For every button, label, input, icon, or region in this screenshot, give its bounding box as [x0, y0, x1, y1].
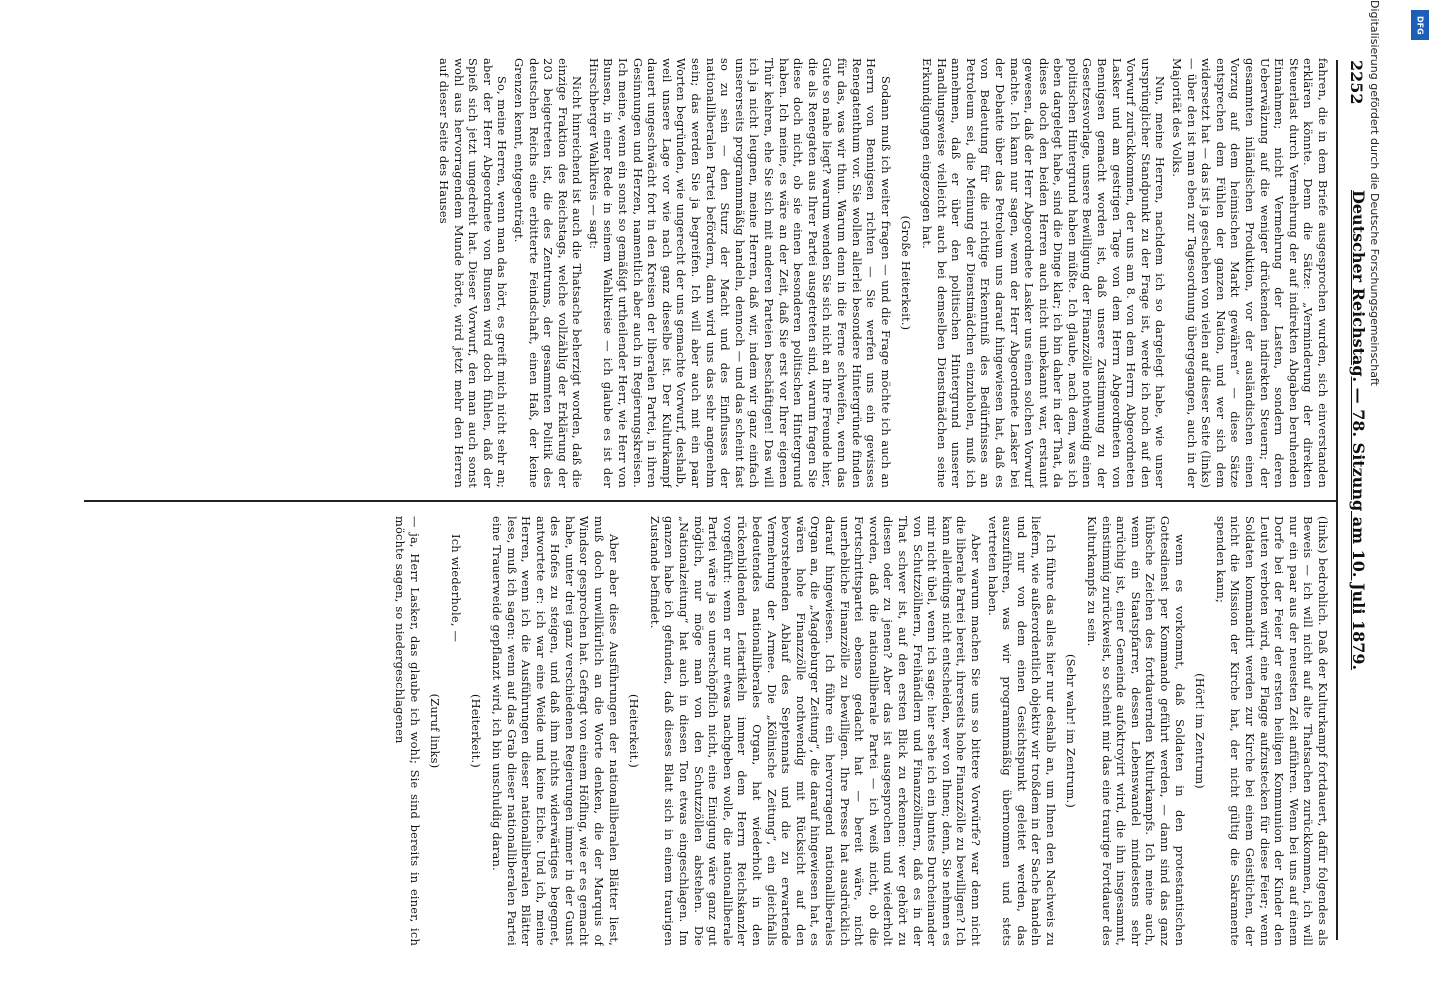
quotation: Nicht hinreichend ist auch die Thatsache beherzigt worden, daß die einzige Fraktion des Reichstags, welche vollzählig der Erklärung der 203 beigetreten ist, die des Zentrums, der gesammten Politik des deutschen Reichs eine erbitterte Feindschaft, einen Haß, der keine Grenzen kennt, entgegenträgt. [511, 58, 585, 488]
paragraph: — ja, Herr Lasker, das glaube ich wohl; Sie sind bereits in einer, ich möchte sagen, so niedergeschlagenen [392, 516, 422, 946]
right-column [76, 516, 1330, 946]
paragraph: Aber aber diese Ausführungen der nationalliberalen Blätter liest, muß doch unwillkürlich an die Worte denken, die der Marquis of Windsor gesprochen hat. Gefragt von einem Höfling, wie er es gemacht habe, unter drei ganz verschiedenen Regierungen immer in der Gunst des Hofes zu steigen, und daß ihm nichts widerwärtiges begegnet, antwortete er: ich war eine Weide und keine Eiche. Und ich, meine Herren, wenn ich die Ausführungen dieser nationalliberalen Blätter lese, muß ich sagen: wenn auf das Grab dieser nationalliberalen Partei eine Trauerweide gepflanzt wird, ich bin unschuldig daran. [489, 516, 621, 946]
left-column [76, 58, 1330, 488]
page-title: Deutscher Reichstag. — 78. Sitzung am 10. Juli 1879. [1349, 190, 1368, 671]
interjection: (Heiterkeit.) [627, 693, 642, 769]
paragraph: Aber warum machen Sie uns so bittere Vorwürfe? war denn nicht die liberale Partei bereit, ihrerseits hohe Finanzzölle zu bewilligen? Ich kann allerdings nicht entscheiden, wer von Ihnen; denn, Sie nehmen es mir nicht übel, wenn ich sage: hier sehe ich ein buntes Durcheinander von Schutzzöllnern, Freihändlern und Finanzzöllnern, daß es in der That schwer ist, auf den ersten Blick zu erkennen: wer gehört zu diesen oder zu jenen? Aber das ist ausgesprochen und wiederholt worden, daß die nationalliberale Partei — ich weiß nicht, ob die Fortschrittspartei ebenso gedacht hat — bereit wäre, nicht unerhebliche Finanzzölle zu bewilligen. Ihre Presse hat ausdrücklich darauf hingewiesen. Ich führe ein hervorragend nationalliberales Organ an, die „Magdeburger Zeitung“, die darauf hingewiesen hat, es wären hohe Finanzzölle nothwendig mit Rücksicht auf den bevorstehenden Ablauf des Septennats und die zu erwartende Vermehrung der Armee. Die „Kölnische Zeitung“, ein gleichfalls bedeutendes nationalliberales Organ, hat wiederholt in den rückenbildenden Leitartikeln immer dem Herrn Reichskanzler vorgeführt: wenn er nur etwas nachgeben wolle, die nationalliberale Partei wäre ja so unerschöpflich nicht, eine Einigung wäre ganz gut möglich, nur möge man von den Schutzzöllen abstehen. Die „Nationalzeitung“ hat auch in diesen Ton etwas eingeschlagen. Im ganzen habe ich gefunden, daß dieses Blatt sich in einem traurigen Zustande befindet. [647, 516, 983, 946]
column-divider [84, 500, 1336, 502]
paragraph: Nun, meine Herren, nachdem ich so dargelegt habe, wie unser ursprünglicher Standpunkt zu der Frage ist, werde ich noch auf den Vorwurf zurückkommen, der uns am 8. von dem Herrn Abgeordneten Lasker und am gestrigen Tage von dem Herrn Abgeordneten von Bennigsen gemacht worden ist, daß unsere Zustimmung zu der Gesetzesvorlage, unsere Bewilligung der Finanzzölle nothwendig einen politischen Hintergrund haben müßte. Ich glaube, nach dem, was ich eben dargelegt habe, sind die Dinge klar; ich bin daher in der That, da dieses doch den beiden Herren auch nicht unbekannt war, erstaunt gewesen, daß der Herr Abgeordnete Lasker uns einen solchen Vorwurf machte. Ich kann nur sagen, wenn der Herr Abgeordnete Lasker bei der Debatte über das Petroleum uns darauf hingewiesen hat, daß es von Bedeutung für die richtige Erkenntniß des Bedürfnisses an Petroleum sei, die Meinung der Dienstmädchen einzuholen, muß ich annehmen, daß er über den politischen Hintergrund unserer Handlungsweise vielleicht auch bei demselben Dienstmädchen seine Erkundigungen eingezogen hat. [919, 58, 1168, 488]
dfg-logo: DFG [1411, 10, 1429, 40]
interjection: (Zuruf links) [428, 693, 443, 769]
page-number: 2252 [1347, 60, 1366, 105]
interjection: (Heiterkeit.) [469, 693, 484, 769]
paragraph: Sodann muß ich weiter fragen — und die Frage möchte ich auch an Herrn von Bennigsen richten — Sie werfen uns ein gewisses Renegatenthum vor. Sie wollen allerlei besondere Hintergründe finden für das, was wir thun. Warum denn in die Ferne schweifen, wenn das Gute so nahe liegt? warum wenden Sie sich nicht an Ihre Freunde hier, die als Renegaten aus Ihrer Partei ausgetreten sind, warum fragen Sie diese doch nicht, ob sie einen besonderen politischen Hintergrund haben. Ich meine, es wäre an der Zeit, daß Sie erst vor Ihrer eigenen Thür kehren, ehe Sie sich mit anderen Parteien beschäftigen! Das will ich ja nicht leugnen, meine Herren, daß wir, indem wir ganz einfach unsererseits programmmäßig handeln, dennoch — und das scheint fast so zu sein — den Sturz der Macht und des Einflusses der nationalliberalen Partei befördern, dann wird uns das sehr angenehm sein; das werden Sie ja begreifen. Ich will aber auch mit ein paar Worten begründen, wie ungerecht der uns gemachte Vorwurf, deshalb, weil unsere Lage vor wie nach ganz dieselbe ist. Der Kulturkampf dauert ungeschwächt fort in den Kreisen der liberalen Partei, in ihren Gesinnungen und Herzen, namentlich aber auch in Regierungskreisen. Ich meine, wenn ein sonst so gemäßigt urtheilender Herr, wie Herr von Bunsen, in einer Rede in seinem Wahlkreise — ich glaube es ist der Hirschberger Wahlkreis — sagt: [586, 58, 893, 488]
interjection: (Sehr wahr! im Zentrum.) [1064, 654, 1079, 808]
interjection: (Hört! im Zentrum) [1193, 673, 1208, 789]
paragraph: wenn es vorkommt, daß Soldaten in den protestantischen Gottesdienst per Kommando geführt werden, — dann sind das ganz hübsche Zeichen des fortdauernden Kulturkampfs. Ich meine auch, wenn ein Staatspfarrer, dessen Lebenswandel mindestens sehr anrüchig ist, einer Gemeinde aufoktroyirt wird, die ihn insgesammt, einstimmig zurückweist, so scheint mir das eine traurige Fortdauer des Kulturkampfs zu sein. [1085, 516, 1187, 946]
digitization-credit: Digitalisierung gefördert durch die Deutsche Forschungsgemeinschaft [1368, 0, 1381, 386]
header-rule [1336, 60, 1338, 940]
paragraph: fahren, die in dem Briefe ausgesprochen wurden, sich einverstanden erklären könnte. Denn die Sätze: „Verminderung der direkten Steuerlast durch Vermehrung der auf indirekten Abgaben beruhenden Einnahmen; nicht Vermehrung der Lasten, sondern deren Ueberwälzung auf die weniger drückenden indirekten Steuern; der gesammten inländischen Produktion, vor der ausländischen einen Vorzug auf dem heimischen Markt gewähren“ — diese Sätze entsprechen dem Fühlen der ganzen Nation, und wer sich dem widersetzt hat — das ist ja geschehen von vielen auf dieser Seite (links) — über den ist man eben zur Tagesordnung übergegangen, auch in der Majorität des Volks. [1170, 58, 1330, 488]
paragraph: So, meine Herren, wenn man das hört, es greift mich nicht sehr an; aber der Herr Abgeordnete von Bunsen wird doch fühlen, daß der Spieß sich jetzt umgedreht hat. Dieser Vorwurf, den man auch sonst wohl aus hervorragendem Munde hörte, wird jetzt mehr den Herren auf dieser Seite des Hauses [436, 58, 510, 488]
newspaper-page [36, 20, 1396, 980]
paragraph: Ich wiederhole, — [448, 534, 463, 643]
paragraph: Ich führe das alles hier nur deshalb an, um Ihnen den Nachweis zu liefern, wie außerordentlich objektiv wir troßdem in der Sache handeln und nur von dem einen Gesichtspunkt geleitet werden, das auszuführen, was wir programmmäßig übernommen und stets vertreten haben. [985, 516, 1058, 946]
interjection: (Große Heiterkeit.) [899, 215, 914, 331]
paragraph: (links) bedrohlich. Daß der Kulturkampf fortdauert, dafür folgendes als Beweis — ich will nicht auf alte Thatsachen zurückkommen, ich will nur ein paar aus der neuesten Zeit anführen. Wenn bei uns auf einem Dorfe bei der Feier der ersten heiligen Kommunion der Kinder den Leuten verboten wird, eine Flagge aufzustecken für diese Feier; wenn Soldaten kommandirt werden zur Kirche bei einem Geistlichen, der nicht die Mission der Kirche hat, der nicht gültig die Sakramente spenden kann; [1213, 516, 1330, 946]
